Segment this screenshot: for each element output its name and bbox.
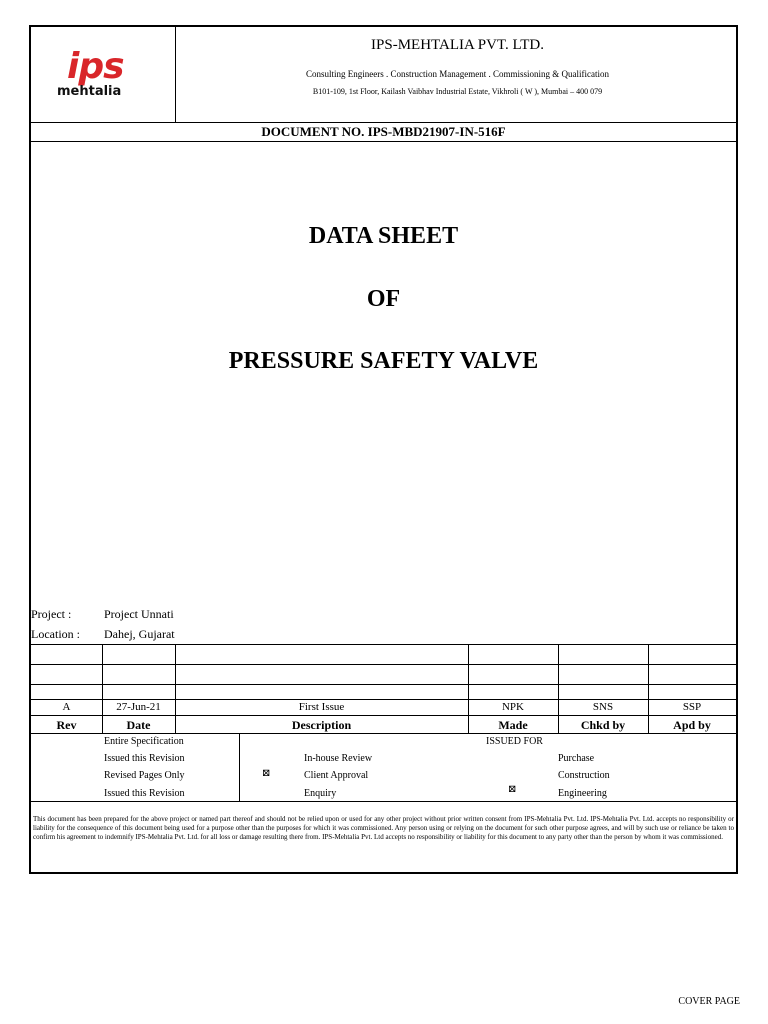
company-logo: ips bbox=[67, 46, 124, 87]
title-line-3: PRESSURE SAFETY VALVE bbox=[228, 348, 539, 374]
date-header: Date bbox=[126, 718, 151, 732]
date-value: 27-Jun-21 bbox=[116, 701, 161, 713]
docno-rule bbox=[31, 141, 736, 142]
made-value: NPK bbox=[501, 701, 524, 713]
title-line-1: DATA SHEET bbox=[308, 223, 459, 249]
rev-value: A bbox=[62, 701, 71, 713]
checked-value: SNS bbox=[592, 701, 614, 713]
cover-page-label: COVER PAGE bbox=[678, 996, 740, 1007]
made-header: Made bbox=[498, 718, 528, 732]
company-services: Consulting Engineers . Construction Management . Commissioning & Qualification bbox=[306, 69, 609, 79]
construction: Construction bbox=[558, 770, 610, 781]
issued-left-4: Issued this Revision bbox=[104, 788, 185, 799]
issued-left-1: Entire Specification bbox=[104, 736, 184, 747]
client-approval-checkbox[interactable]: ⊠ bbox=[262, 768, 271, 779]
title-line-2: OF bbox=[366, 286, 401, 312]
document-number: DOCUMENT NO. IPS-MBD21907-IN-516F bbox=[261, 124, 506, 139]
header-divider bbox=[175, 27, 176, 122]
project-label: Project : bbox=[31, 607, 72, 621]
description-value: First Issue bbox=[298, 701, 345, 713]
in-house-review: In-house Review bbox=[304, 753, 373, 764]
issued-left-2: Issued this Revision bbox=[104, 753, 185, 764]
location-label: Location : bbox=[31, 627, 80, 641]
company-name: IPS-MEHTALIA PVT. LTD. bbox=[371, 37, 544, 53]
rev-header: Rev bbox=[56, 718, 77, 732]
issued-left-3: Revised Pages Only bbox=[104, 770, 185, 781]
description-header: Description bbox=[291, 718, 352, 732]
logo-subtitle: mehtalia bbox=[57, 84, 122, 99]
project-value: Project Unnati bbox=[104, 607, 174, 621]
disclaimer-text: This document has been prepared for the above project or named part thereof and should not be relied upon or used for any other project without prior written consent from IPS-Mehtalia Pvt. Ltd. IPS-Mehtalia Pvt. Ltd. accepts no responsibility or liability for the consequence of this document being used for a purpose other than the purposes for which it was commissioned. Any person using or relying on the document for such other purpose agrees, and will by such use or reliance be taken to confirm his agreement to indemnify IPS-Mehtalia Pvt. Ltd. for all loss or damage resulting there from. IPS-Mehtalia Pvt. Ltd accepts no responsibility or liability for this document to any party other than the person by whom it was commissioned. bbox=[33, 815, 734, 841]
enquiry: Enquiry bbox=[304, 788, 337, 799]
client-approval: Client Approval bbox=[304, 770, 369, 781]
approved-header: Apd by bbox=[673, 718, 711, 732]
purchase: Purchase bbox=[558, 753, 595, 764]
location-value: Dahej, Gujarat bbox=[104, 627, 175, 641]
engineering: Engineering bbox=[558, 788, 607, 799]
approved-value: SSP bbox=[682, 701, 702, 713]
issued-for-heading: ISSUED FOR bbox=[486, 736, 543, 747]
document-frame bbox=[29, 25, 738, 874]
header-rule bbox=[31, 122, 736, 123]
checked-header: Chkd by bbox=[580, 718, 626, 732]
company-address: B101-109, 1st Floor, Kailash Vaibhav Industrial Estate, Vikhroli ( W ), Mumbai – 400 079 bbox=[312, 87, 603, 96]
engineering-checkbox[interactable]: ⊠ bbox=[508, 784, 517, 795]
